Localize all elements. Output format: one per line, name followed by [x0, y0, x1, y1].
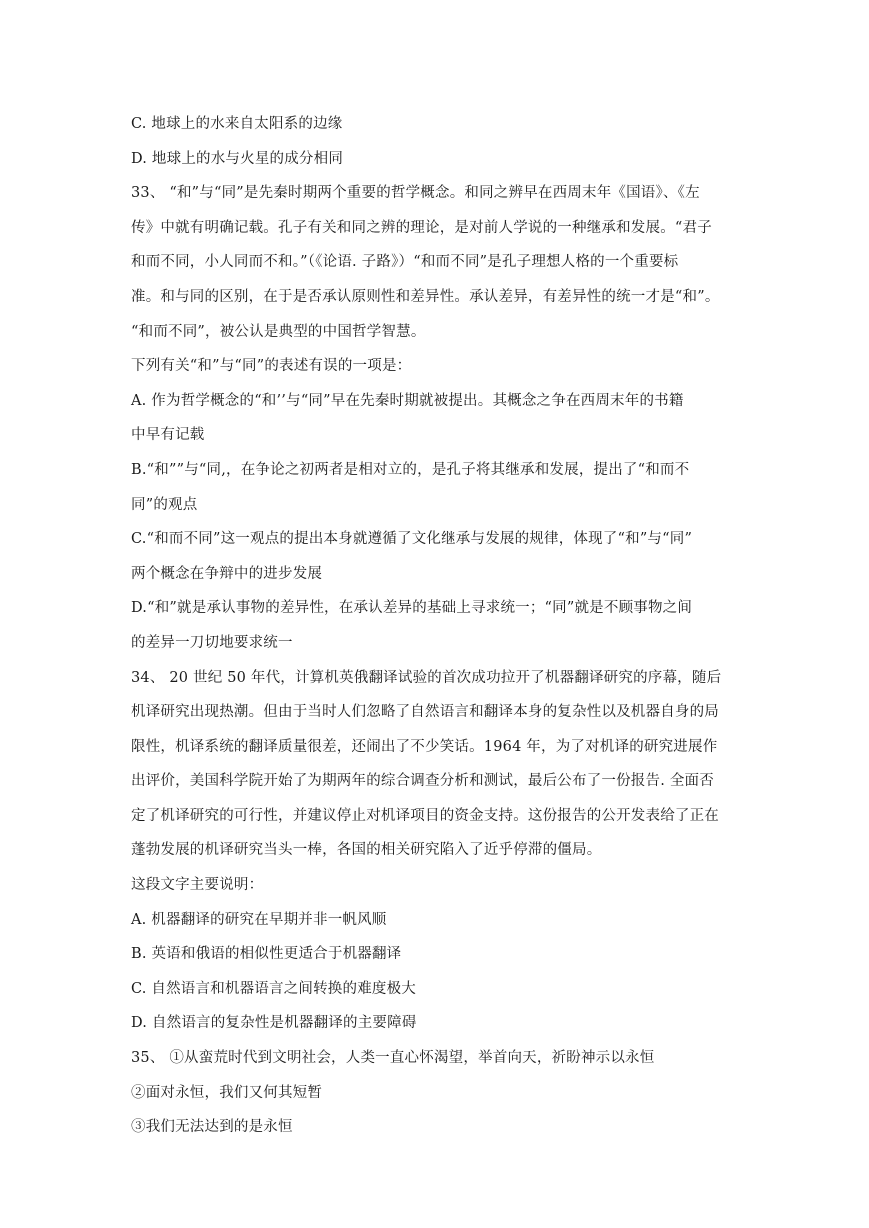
option-d-q33-line-2: 的差异一刀切地要求统一 [131, 634, 293, 651]
option-b-q33-line-2: 同”的观点 [131, 496, 198, 513]
option-c-q33-line-1: C.“和而不同”这一观点的提出本身就遵循了文化继承与发展的规律，体现了“和”与“同” [131, 531, 693, 548]
option-d-q34: D. 自然语言的复杂性是机器翻译的主要障碍 [131, 1015, 417, 1032]
question-35-line-2: ②面对永恒，我们又何其短暂 [131, 1084, 323, 1101]
option-c-q33-line-2: 两个概念在争辩中的进步发展 [131, 565, 323, 582]
question-34-line-2: 机译研究出现热潮。但由于当时人们忽略了自然语言和翻译本身的复杂性以及机器自身的局 [131, 704, 719, 721]
question-33-line-2: 传》中就有明确记载。孔子有关和同之辨的理论，是对前人学说的一种继承和发展。“君子 [131, 219, 712, 236]
question-33-line-5: “和而不同”，被公认是典型的中国哲学智慧。 [131, 323, 426, 340]
option-c-q34: C. 自然语言和机器语言之间转换的难度极大 [131, 980, 416, 997]
option-a-q33-line-2: 中早有记载 [131, 427, 205, 444]
question-35-line-1: 35、 ①从蛮荒时代到文明社会，人类一直心怀渴望，举首向天，祈盼神示以永恒 [131, 1050, 655, 1067]
question-34-line-4: 出评价，美国科学院开始了为期两年的综合调查分析和测试，最后公布了一份报告. 全面否 [131, 773, 714, 790]
question-35-line-3: ③我们无法达到的是永恒 [131, 1119, 293, 1136]
question-33-line-1: 33、 “和”与“同”是先秦时期两个重要的哲学概念。和同之辨早在西周末年《国语》、《左 [131, 185, 700, 202]
document-body [131, 107, 741, 1145]
option-b-q33-line-1: B.“和””与“同,，在争论之初两者是相对立的，是孔子将其继承和发展，提出了“和而不 [131, 461, 690, 478]
option-c-q32: C. 地球上的水来自太阳系的边缘 [131, 116, 343, 132]
option-a-q34: A. 机器翻译的研究在早期并非一帆风顺 [131, 911, 387, 928]
question-34-line-3: 限性，机译系统的翻译质量很差，还闹出了不少笑话。1964 年，为了对机译的研究进展作 [131, 738, 718, 755]
option-a-q33-line-1: A. 作为哲学概念的“和’’与“同”早在先秦时期就被提出。其概念之争在西周末年的书籍 [131, 392, 684, 409]
question-33-line-4: 准。和与同的区别，在于是否承认原则性和差异性。承认差异，有差异性的统一才是“和”。 [131, 288, 720, 305]
question-34-prompt: 这段文字主要说明： [131, 877, 264, 894]
question-34-line-1: 34、 20 世纪 50 年代，计算机英俄翻译试验的首次成功拉开了机器翻译研究的序幕，随后 [131, 669, 722, 686]
question-33-prompt: 下列有关“和”与“同”的表述有误的一项是： [131, 358, 412, 375]
question-34-line-6: 蓬勃发展的机译研究当头一棒，各国的相关研究陷入了近乎停滞的僵局。 [131, 842, 602, 859]
option-d-q32: D. 地球上的水与火星的成分相同 [131, 150, 344, 167]
question-34-line-5: 定了机译研究的可行性，并建议停止对机译项目的资金支持。这份报告的公开发表给了正在 [131, 807, 719, 824]
option-b-q34: B. 英语和俄语的相似性更适合于机器翻译 [131, 946, 402, 963]
question-33-line-3: 和而不同，小人同而不和。”（《论语. 子路》）“和而不同”是孔子理想人格的一个重要标 [131, 254, 679, 271]
option-d-q33-line-1: D.“和”就是承认事物的差异性，在承认差异的基础上寻求统一；“同”就是不顾事物之间 [131, 600, 693, 617]
